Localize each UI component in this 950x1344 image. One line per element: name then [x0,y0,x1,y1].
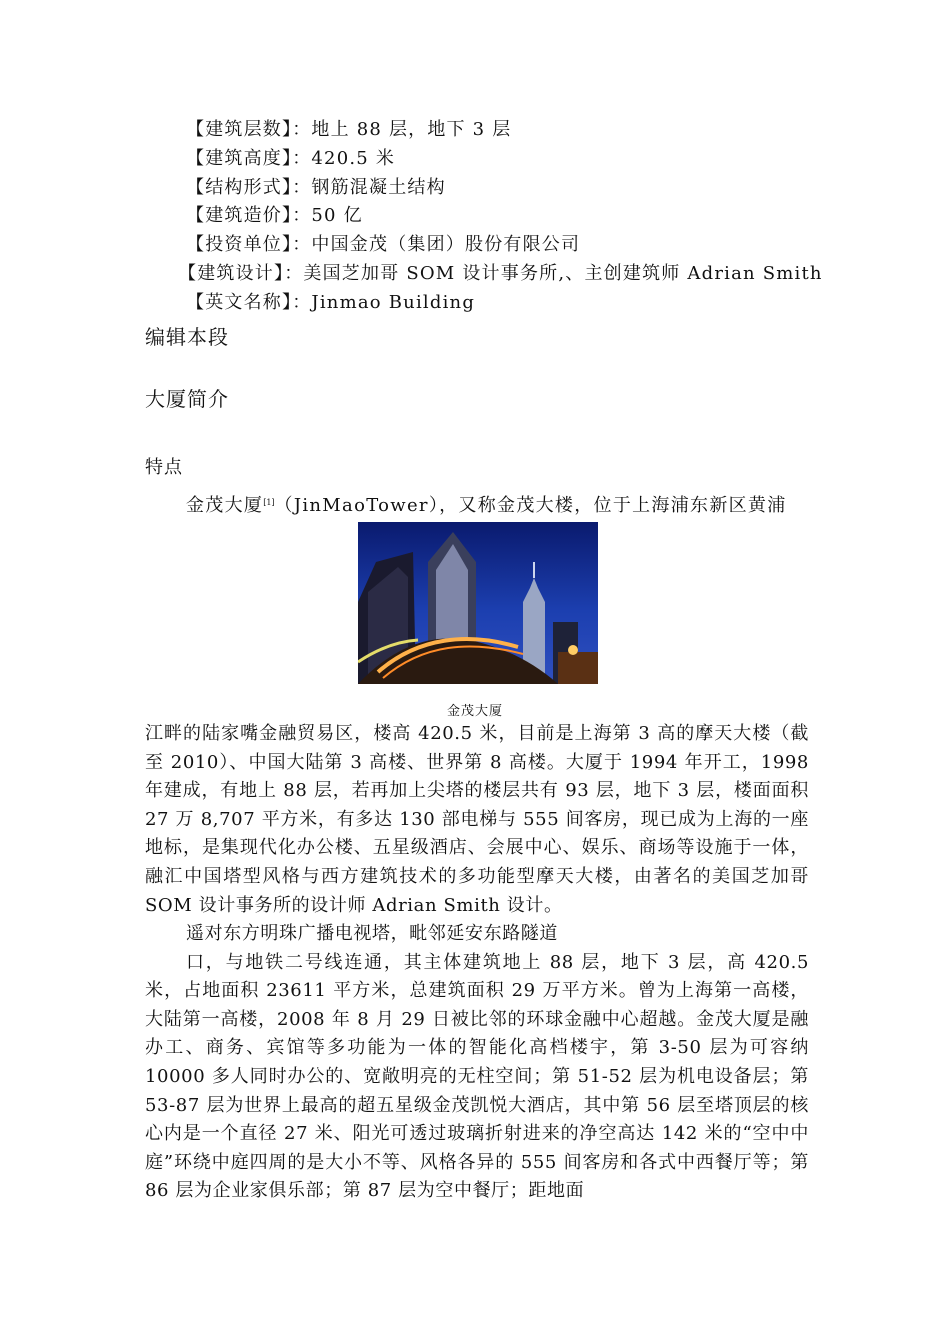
photo-caption: 金茂大厦 [446,704,503,719]
paragraph-2-first-line: 遥对东方明珠广播电视塔，毗邻延安东路隧道 [186,923,558,944]
body-paragraph-2 [145,920,809,1206]
edit-section-link[interactable]: 编辑本段 [145,325,229,349]
info-floors: 【建筑层数】：地上 88 层，地下 3 层 [186,119,512,140]
paragraph-2-text: 口，与地铁二号线连通，其主体建筑地上 88 层，地下 3 层，高 420.5 米，占地面积 23611 平方米，总建筑面积 29 万平方米。曾为上海第一高楼，大陆第一高楼，2008 年 8 月 29 日被比邻的环球金融中心超越。金茂大厦是融办工、商务、宾馆等多功能为一体的智能化高档楼宇，第 3-50 层为可容纳 10000 多人同时办公的、宽敞明亮的无柱空间；第 51-52 层为机电设备层；第 53-87 层为世界上最高的超五星级金茂凯悦大酒店，其中第 56 层至塔顶层的核心内是一个直径 27 米、阳光可透过玻璃折射进来的净空高达 142 米的“空中中庭”环绕中庭四周的是大小不等、风格各异的 555 间客房和各式中西餐厅等；第 86 层为企业家俱乐部；第 87 层为空中餐厅；距地面 [145,951,809,1202]
intro-text-start: 金茂大厦 [186,495,264,516]
section-title: 大厦简介 [145,387,229,411]
subsection-title: 特点 [145,457,183,478]
intro-line [186,490,787,519]
night-skyline-image [358,522,598,684]
jinmao-tower-photo[interactable] [358,522,598,684]
intro-text-end: （JinMaoTower），又称金茂大楼，位于上海浦东新区黄浦 [274,495,787,516]
reference-marker[interactable]: [1] [263,498,275,507]
info-designer: 【建筑设计】：美国芝加哥 SOM 设计事务所,、主创建筑师 Adrian Smith [178,263,823,284]
info-cost: 【建筑造价】：50 亿 [186,205,363,226]
info-investor: 【投资单位】：中国金茂（集团）股份有限公司 [186,234,581,255]
info-height: 【建筑高度】：420.5 米 [186,148,396,169]
info-structure: 【结构形式】：钢筋混凝土结构 [186,177,446,198]
body-paragraph-1 [145,720,809,920]
paragraph-1-text: 江畔的陆家嘴金融贸易区，楼高 420.5 米，目前是上海第 3 高的摩天大楼（截至 2010）、中国大陆第 3 高楼、世界第 8 高楼。大厦于 1994 年开工，1998 年建成，有地上 88 层，若再加上尖塔的楼层共有 93 层，地下 3 层，楼面面积 27 万 8,707 平方米，有多达 130 部电梯与 555 间客房，现已成为上海的一座地标，是集现代化办公楼、五星级酒店、会展中心、娱乐、商场等设施于一体，融汇中国塔型风格与西方建筑技术的多功能型摩天大楼，由著名的美国芝加哥 SOM 设计事务所的设计师 Adrian Smith 设计。 [145,723,809,916]
info-english-name: 【英文名称】：Jinmao Building [186,292,476,313]
